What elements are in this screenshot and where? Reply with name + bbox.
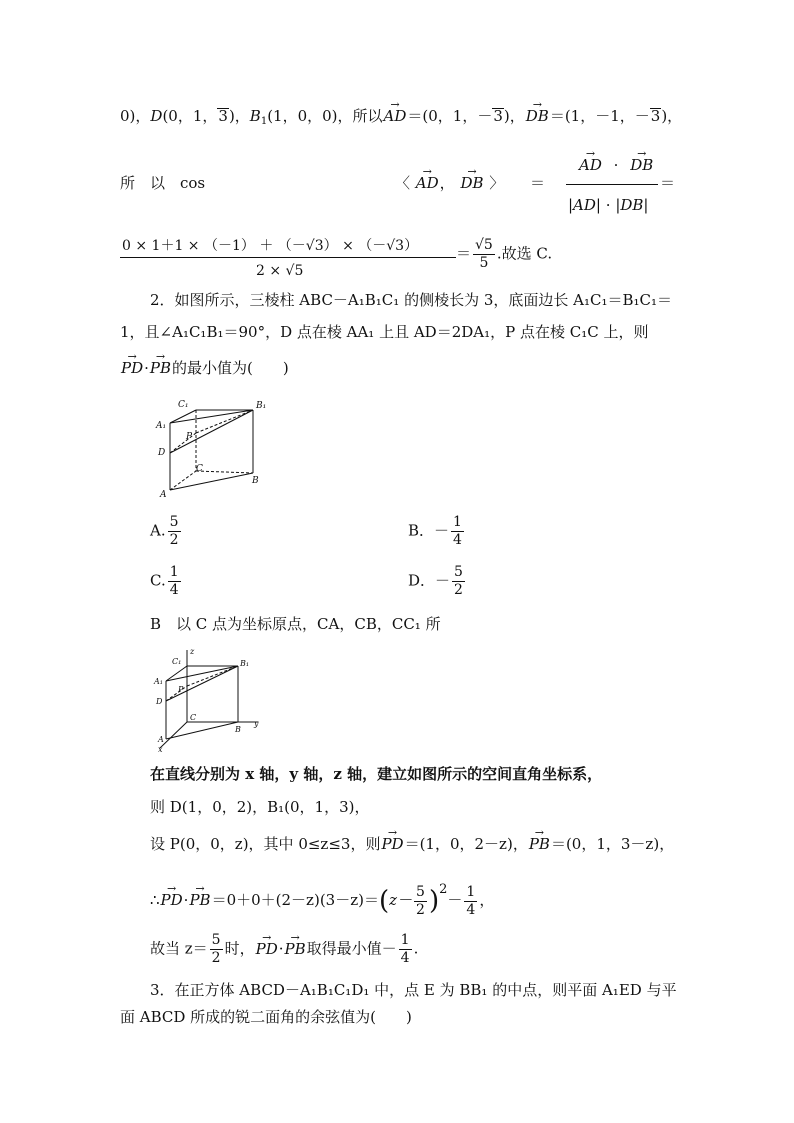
label-c1: C₁	[178, 400, 189, 410]
svg-text:P: P	[186, 432, 193, 442]
vector-db: → DB	[525, 106, 550, 126]
point-d: D	[150, 107, 163, 125]
q2-line-2: 1，且∠A₁C₁B₁＝90°，D 点在棱 AA₁ 上且 AD＝2DA₁，P 点在棱 C₁C 上，则	[120, 323, 649, 341]
sol-line-1: 在直线分别为 x 轴，y 轴，z 轴，建立如图所示的空间直角坐标系，	[150, 765, 603, 783]
eq-sign: ＝	[530, 174, 546, 192]
big-frac-num: 0 × 1＋1 × （－1） ＋ （－√3） × （－√3）	[122, 238, 419, 254]
sqrt-3: 3	[218, 107, 228, 125]
svg-text:P: P	[178, 685, 184, 694]
svg-text:D: D	[158, 448, 166, 458]
eq-sign-2: ＝	[660, 174, 676, 192]
frac-bottom: |AD| · |DB|	[568, 196, 649, 214]
cos-prefix: 所 以 cos	[120, 174, 206, 192]
svg-text:C: C	[190, 713, 197, 722]
q2-line-3: → PD·→ PB的最小值为( )	[120, 358, 289, 378]
sol-line-5: 故当 z＝ $\frac{5}{2}$ 时，→ PD·→ PB取得最小值－ $\frac{1}{4}$ .	[150, 932, 418, 967]
svg-text:B: B	[252, 476, 259, 486]
frac-top: → AD · → DB	[578, 155, 654, 175]
solution-line-1: 0)，D(0，1，3)，$B_1(1$，0，0)，所以→ AD＝(0，1，－3)，→ DB＝(1，－1，－3)，	[120, 106, 682, 132]
answer-line: B 以 C 点为坐标原点，CA，CB，CC₁ 所	[150, 615, 441, 633]
option-d[interactable]: D．－ $\frac{5}{2}$	[408, 564, 463, 598]
prism-figure-2	[150, 646, 265, 754]
sol-line-4: ∴→ PD·→ PB＝0＋0＋(2－z)(3－z)＝(z－ $\frac{5}{2}$ )$^2$－ $\frac{1}{4}$ ，	[150, 880, 494, 919]
q3-line-1: 3．在正方体 ABCD－A₁B₁C₁D₁ 中，点 E 为 BB₁ 的中点，则平面 A₁ED 与平	[150, 981, 677, 999]
svg-text:z: z	[190, 647, 195, 656]
svg-text:A: A	[158, 735, 164, 744]
vector-ad: → AD	[383, 106, 408, 126]
sol-line-2: 则 D(1，0，2)，B₁(0，1，3)，	[150, 798, 370, 816]
option-a[interactable]: A. $\frac{5}{2}$	[150, 514, 179, 548]
svg-text:A₁: A₁	[154, 677, 163, 686]
q3-line-2: 面 ABCD 所成的锐二面角的余弦值为( )	[120, 1008, 412, 1026]
big-frac-den: 2 × √5	[256, 263, 304, 279]
frac-bar-cos	[566, 184, 658, 185]
option-c[interactable]: C. $\frac{1}{4}$	[150, 564, 179, 598]
svg-text:B₁: B₁	[256, 401, 267, 411]
svg-text:C: C	[196, 464, 203, 474]
q2-line-1: 2．如图所示，三棱柱 ABC－A₁B₁C₁ 的侧棱长为 3，底面边长 A₁C₁＝B₁C₁＝	[150, 291, 673, 309]
prism-figure-1	[150, 393, 280, 505]
svg-text:B: B	[235, 725, 241, 734]
svg-text:D: D	[156, 697, 163, 706]
svg-text:B₁: B₁	[240, 659, 250, 668]
svg-text:x: x	[158, 745, 163, 754]
sol-line-3: 设 P(0，0，z)，其中 0≤z≤3，则→ PD＝(1，0，2－z)，→ PB＝(0，1，3－z)，	[150, 834, 674, 854]
big-frac-bar	[120, 257, 456, 258]
svg-text:C₁: C₁	[172, 657, 182, 666]
svg-text:A: A	[160, 490, 167, 500]
svg-text:A₁: A₁	[156, 421, 167, 431]
svg-text:y: y	[254, 719, 259, 728]
option-b[interactable]: B．－ $\frac{1}{4}$	[408, 514, 462, 548]
result: ＝ $\frac{√5}{5}$ .故选 C.	[456, 237, 553, 271]
cos-angle: 〈 → AD， → DB 〉	[395, 173, 504, 193]
